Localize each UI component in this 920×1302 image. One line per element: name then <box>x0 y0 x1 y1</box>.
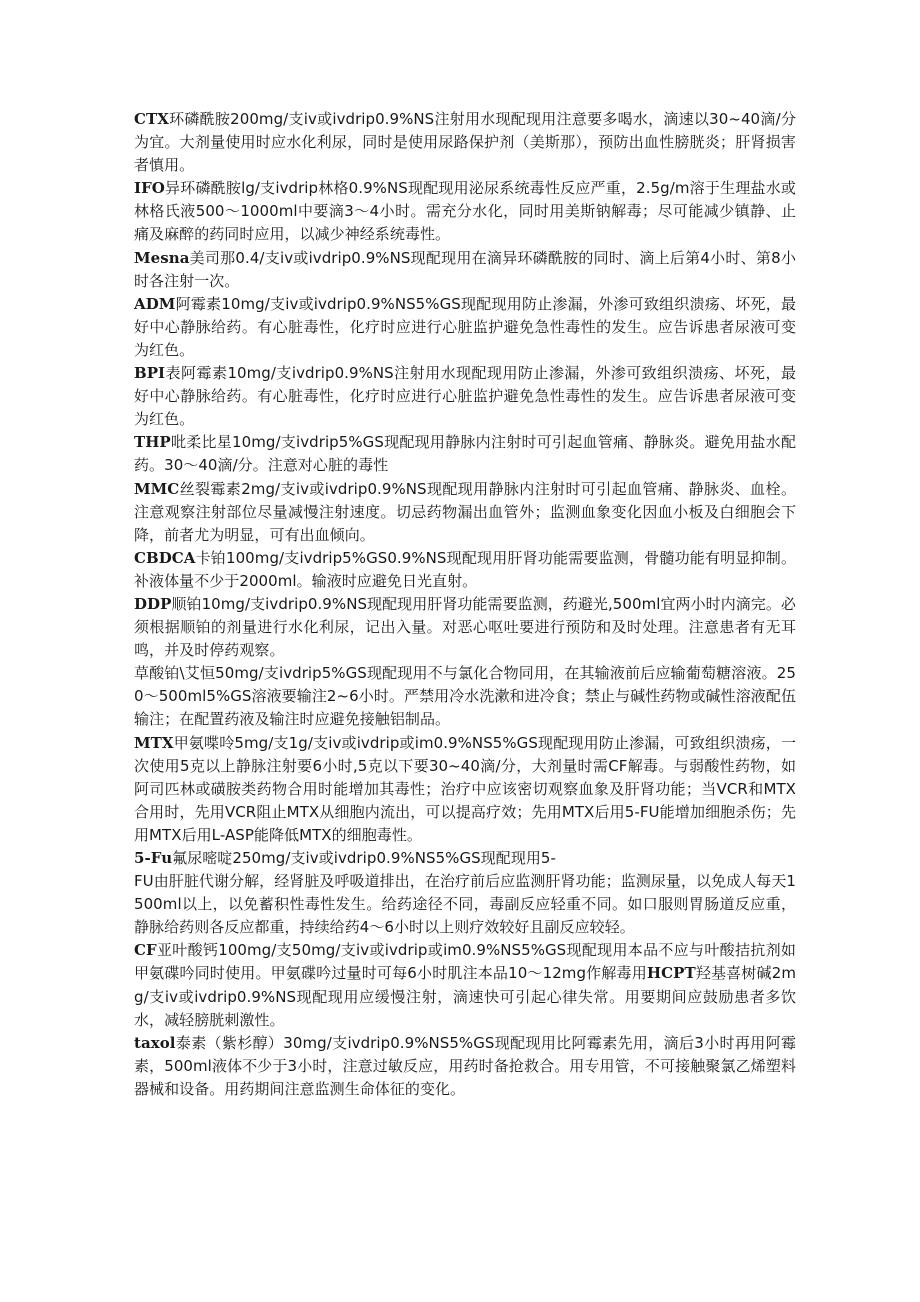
entry-bpi <box>134 362 796 431</box>
drug-description: 2mg/支iv或ivdrip0.9%NS现配现用静脉内注射时可引起血管痛、静脉炎、血栓。注意观察注射部位尽量减慢注射速度。切忌药物漏出血管外；监测血象变化因血小板及白细胞会下降，前者尤为明显，可有出血倾向。 <box>134 479 796 544</box>
drug-name: 吡柔比星 <box>170 433 233 452</box>
entry-5fu <box>134 847 796 939</box>
drug-name: 异环磷酰胺 <box>164 179 242 198</box>
entry-oxaliplatin <box>134 662 796 731</box>
drug-name: 表阿霉素 <box>165 364 228 383</box>
entry-cbdca <box>134 547 796 593</box>
drug-description: 100mg/支ivdrip5%GS0.9%NS现配现用肝肾功能需要监测，骨髓功能有明显抑制。补液体量不少于2000ml。输液时应避免日光直射。 <box>134 548 796 590</box>
entry-thp <box>134 431 796 477</box>
drug-name: 亚叶酸钙 <box>156 941 219 960</box>
drug-abbr: ADM <box>134 294 176 313</box>
drug-abbr: CBDCA <box>134 548 196 567</box>
entry-ctx <box>134 108 796 177</box>
drug-abbr: taxol <box>134 1033 176 1052</box>
entry-ifo <box>134 177 796 246</box>
drug-description: lg/支ivdrip林格0.9%NS现配现用泌尿系统毒性反应严重，2.5g/m溶于生理盐水或林格氏液500〜1000ml中要滴3〜4小时。需充分水化，同时用美斯钠解毒；尽可能减少镇静、止痛及麻醉的药同时应用，以减少神经系统毒性。 <box>134 179 796 244</box>
drug-abbr: CTX <box>134 110 169 128</box>
document-page <box>134 108 796 1101</box>
drug-abbr: MMC <box>134 479 180 498</box>
drug-description: 50mg/支ivdrip5%GS现配现用不与氯化合物同用，在其输液前后应输葡萄糖溶液。250〜500ml5%GS溶液要输注2~6小时。严禁用冷水洗漱和进冷食；禁止与碱性药物或碱性溶液配伍输注；在配置药液及输注时应避免接触铝制品。 <box>134 664 796 729</box>
drug-abbr: BPI <box>134 364 166 383</box>
drug-description: 10mg/支ivdrip5%GS现配现用静脉内注射时可引起血管痛、静脉炎。避免用盐水配药。30〜40滴/分。注意对心脏的毒性 <box>134 433 796 475</box>
drug-name: 氟尿嘧啶 <box>172 849 233 867</box>
drug-abbr: THP <box>134 433 171 452</box>
entry-cf-hcpt <box>134 939 796 1031</box>
drug-name: 阿霉素 <box>175 294 222 313</box>
drug-description: 2mg/支iv或ivdrip0.9%NS现配现用应缓慢注射，滴速快可引起心律失常。用要期间应鼓励患者多饮水，减轻膀胱刺激性。 <box>134 964 796 1029</box>
drug-description: 30mg/支ivdrip0.9%NS5%GS现配现用比阿霉素先用，滴后3小时再用阿霉素，500ml液体不少于3小时，注意过敏反应，用药时备抢救合。用专用管，不可接触聚氯乙烯塑料器械和设备。用药期间注意监测生命体征的变化。 <box>134 1033 796 1098</box>
drug-name: 卡铂 <box>195 548 226 567</box>
entry-mtx <box>134 732 796 847</box>
drug-description: 10mg/支ivdrip0.9%NS注射用水现配现用防止渗漏，外渗可致组织溃疡、坏死，最好中心静脉给药。有心脏毒性，化疗时应进行心脏监护避免急性毒性的发生。应告诉患者尿液可变为红色。 <box>134 364 796 429</box>
entry-mesna <box>134 247 796 293</box>
drug-abbr: Mesna <box>134 248 190 267</box>
drug-abbr: HCPT <box>646 964 696 983</box>
drug-description: 10mg/支iv或ivdrip0.9%NS5%GS现配现用防止渗漏，外渗可致组织溃疡、坏死，最好中心静脉给药。有心脏毒性，化疗时应进行心脏监护避免急性毒性的发生。应告诉患者尿液可变为红色。 <box>134 294 796 359</box>
entry-mmc <box>134 478 796 547</box>
drug-description: 5mg/支1g/支iv或ivdrip或im0.9%NS5%GS现配现用防止渗漏，可致组织溃疡，一次使用5克以上静脉注射要6小时,5克以下要30~40滴/分，大剂量时需CF解毒。与弱酸性药物，如阿司匹林或磺胺类药物合用时能增加其毒性；治疗中应该密切观察血象及肝肾功能；当VCR和MTX合用时，先用VCR阻止MTX从细胞内流出，可以提高疗效；先用MTX后用5-FU能增加细胞杀伤；先用MTX后用L-ASP能降低MTX的细胞毒性。 <box>134 733 796 844</box>
drug-description: 10mg/支ivdrip0.9%NS现配现用肝肾功能需要监测，药避光,500ml宜两小时内滴完。必须根据顺铂的剂量进行水化利尿，记出入量。对恶心呕吐要进行预防和及时处理。注意患者有无耳鸣，并及时停药观察。 <box>134 594 796 660</box>
entry-adm <box>134 293 796 362</box>
drug-name: 草酸铂\艾恒 <box>134 664 216 683</box>
drug-description: 100mg/支50mg/支iv或ivdrip或im0.9%NS5%GS现配现用本品不应与叶酸拮抗剂如甲氨碟吟同时使用。甲氨碟吟过量时可每6小时肌注本品10〜12mg作解毒用 <box>134 941 796 983</box>
drug-abbr: CF <box>134 941 157 960</box>
entry-taxol <box>134 1032 796 1101</box>
drug-description: 0.4/支iv或ivdrip0.9%NS现配现用在滴异环磷酰胺的同时、滴上后第4小时、第8小时各注射一次。 <box>134 248 796 290</box>
drug-name: 泰素（紫杉醇） <box>175 1033 284 1052</box>
drug-description: 250mg/支iv或ivdrip0.9%NS5%GS现配现用5- FU由肝脏代谢分解，经肾脏及呼吸道排出，在治疗前后应监测肝肾功能；监测尿量，以免成人每天1500ml以上，以免蓄积性毒性发生。给药途径不同，毒副反应轻重不同。如口服则胃肠道反应重，静脉给药则各反应都重，持续给药4〜6小时以上则疗效较好且副反应较轻。 <box>134 849 796 937</box>
drug-abbr: DDP <box>134 594 172 613</box>
drug-description: 200mg/支iv或ivdrip0.9%NS注射用水现配现用注意要多喝水，滴速以30~40滴/分为宜。大剂量使用时应水化利尿，同时是使用尿路保护剂（美斯那），预防出血性膀胱炎；肝肾损害者慎用。 <box>134 110 796 175</box>
drug-name: 丝裂霉素 <box>179 479 242 498</box>
drug-abbr: IFO <box>134 179 165 198</box>
drug-abbr: 5-Fu <box>134 849 173 867</box>
drug-name: 顺铂 <box>171 594 202 613</box>
drug-name: 环磷酰胺 <box>168 110 231 128</box>
drug-name: 甲氨喋呤 <box>173 733 235 752</box>
entry-ddp <box>134 593 796 662</box>
drug-abbr: MTX <box>134 733 174 752</box>
drug-name: 羟基喜树碱 <box>695 964 772 983</box>
drug-name: 美司那 <box>189 248 236 267</box>
